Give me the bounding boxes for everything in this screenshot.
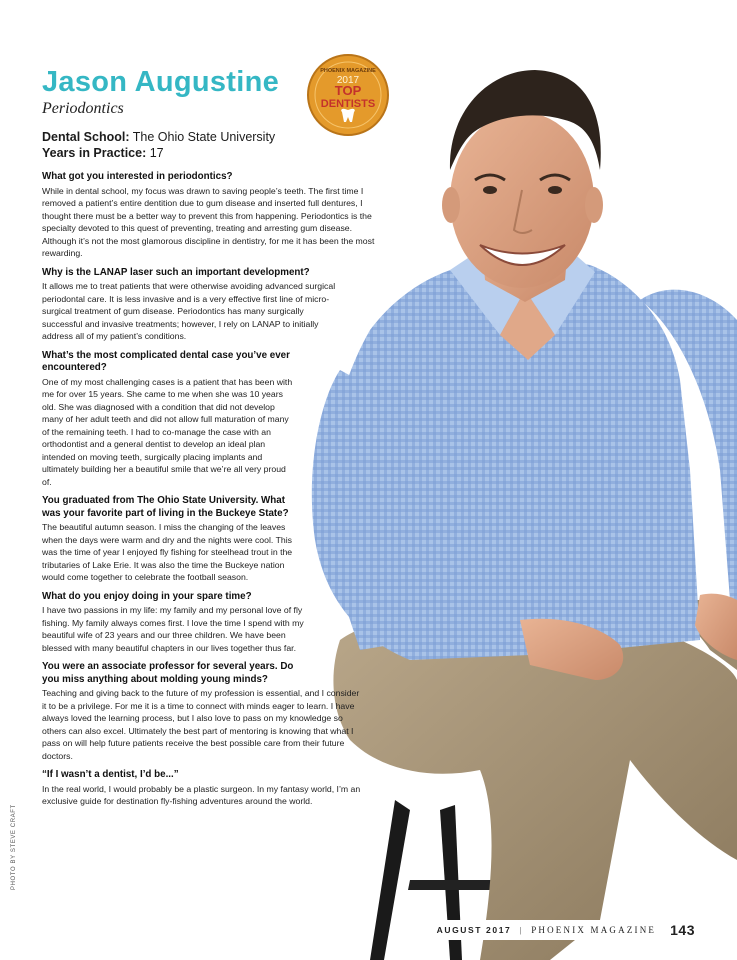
magazine-name: PHOENIX MAGAZINE [531,925,657,935]
doctor-name: Jason Augustine [42,66,280,98]
badge-arc-text: PHOENIX MAGAZINE [320,68,376,74]
page-number: 143 [670,922,695,938]
page-folio [429,920,699,940]
answer: In the real world, I would probably be a plastic surgeon. In my fantasy world, I’m an exclusive guide for destination fly-fishing adventures around the world. [42,783,361,806]
answer: One of my most challenging cases is a patient that has been with me for over 15 years. She came to me when she was 10 years old. She was diagnosed with a condition that did not develop many of her adult teeth and did not allow full maturation of many of the remaining teeth. I had to co-manage the case with an orthodontist and a general dentist to develop an ideal plan intended on moving teeth, surgically placing implants and ultimately building her a beautiful smile that we’re all very proud of. [42,376,293,487]
badge-line1: TOP [334,83,362,98]
specialty-subtitle: Periodontics [42,100,124,117]
interview-qa [42,171,377,815]
badge-year: 2017 [336,75,360,86]
dental-school-line [42,129,275,145]
qa-item [42,495,377,584]
issue-month: AUGUST 2017 [436,925,512,935]
question: What got you interested in periodontics? [42,171,233,182]
qa-item [42,591,377,655]
badge-line2: DENTISTS [320,98,376,110]
dental-school-value: The Ohio State University [132,130,276,144]
facts-block [42,129,275,161]
top-dentists-badge [303,52,393,138]
qa-item [42,171,377,260]
years-practice-value: 17 [149,146,164,160]
question: What do you enjoy doing in your spare time? [42,590,252,602]
qa-item [42,769,377,808]
years-practice-label: Years in Practice: [42,146,147,160]
question: You were an associate professor for several years. Do you miss anything about molding young minds? [42,661,294,685]
dental-school-label: Dental School: [42,130,130,144]
answer: Teaching and giving back to the future of my profession is essential, and I consider it to be a privilege. For me it is a time to connect with minds eager to learn. I have always loved the learning process, but I also love to pass on my knowledge so others can also excel. Ultimately the best part of mentoring is knowing that what I pass on will help future patients receive the best possible care from their future doctors. [42,688,360,761]
qa-item [42,350,377,489]
question: What’s the most complicated dental case you’ve ever encountered? [42,349,290,373]
answer: The beautiful autumn season. I miss the changing of the leaves when the days were warm and dry and the nights were cool. This was the time of year I enjoyed fly fishing for steelhead trout in the tributaries of Lake Erie. It was also the time the Buckeye nation would come together to celebrate the football season. [42,522,293,582]
answer: I have two passions in my life: my family and my personal love of fly fishing. My family always comes first. I love the time I spend with my beautiful wife of 23 years and our three children. We have been blessed with many beautiful chapters in our lives together thus far. [42,605,304,653]
question: Why is the LANAP laser such an important development? [42,266,310,278]
answer: It allows me to treat patients that were otherwise avoiding advanced surgical periodontal care. It is less invasive and is a very effective first line of micro-surgical treatment of gum disease. Periodontics has many surgically successful and invasive treatments; however, I rely on LANAP to initially address all of my patient’s conditions. [42,281,336,341]
question: You graduated from The Ohio State University. What was your favorite part of living in the Buckeye State? [42,495,289,519]
qa-item [42,267,377,343]
qa-item [42,661,377,762]
years-practice-line [42,145,275,161]
question: “If I wasn’t a dentist, I’d be...” [42,769,179,780]
photo-credit: PHOTO BY STEVE CRAFT [11,804,17,890]
answer: While in dental school, my focus was drawn to saving people’s teeth. The first time I removed a patient’s entire dentition due to gum disease and inserted full dentures, I thought there must be a better way to prevent this from happening. Periodontics is the specialty devoted to this quest of preventing, treating and arresting gum disease. Although it’s not the most glamorous discipline in dentistry, for me it has been the most rewarding. [42,185,375,258]
folio-separator: | [519,925,524,935]
